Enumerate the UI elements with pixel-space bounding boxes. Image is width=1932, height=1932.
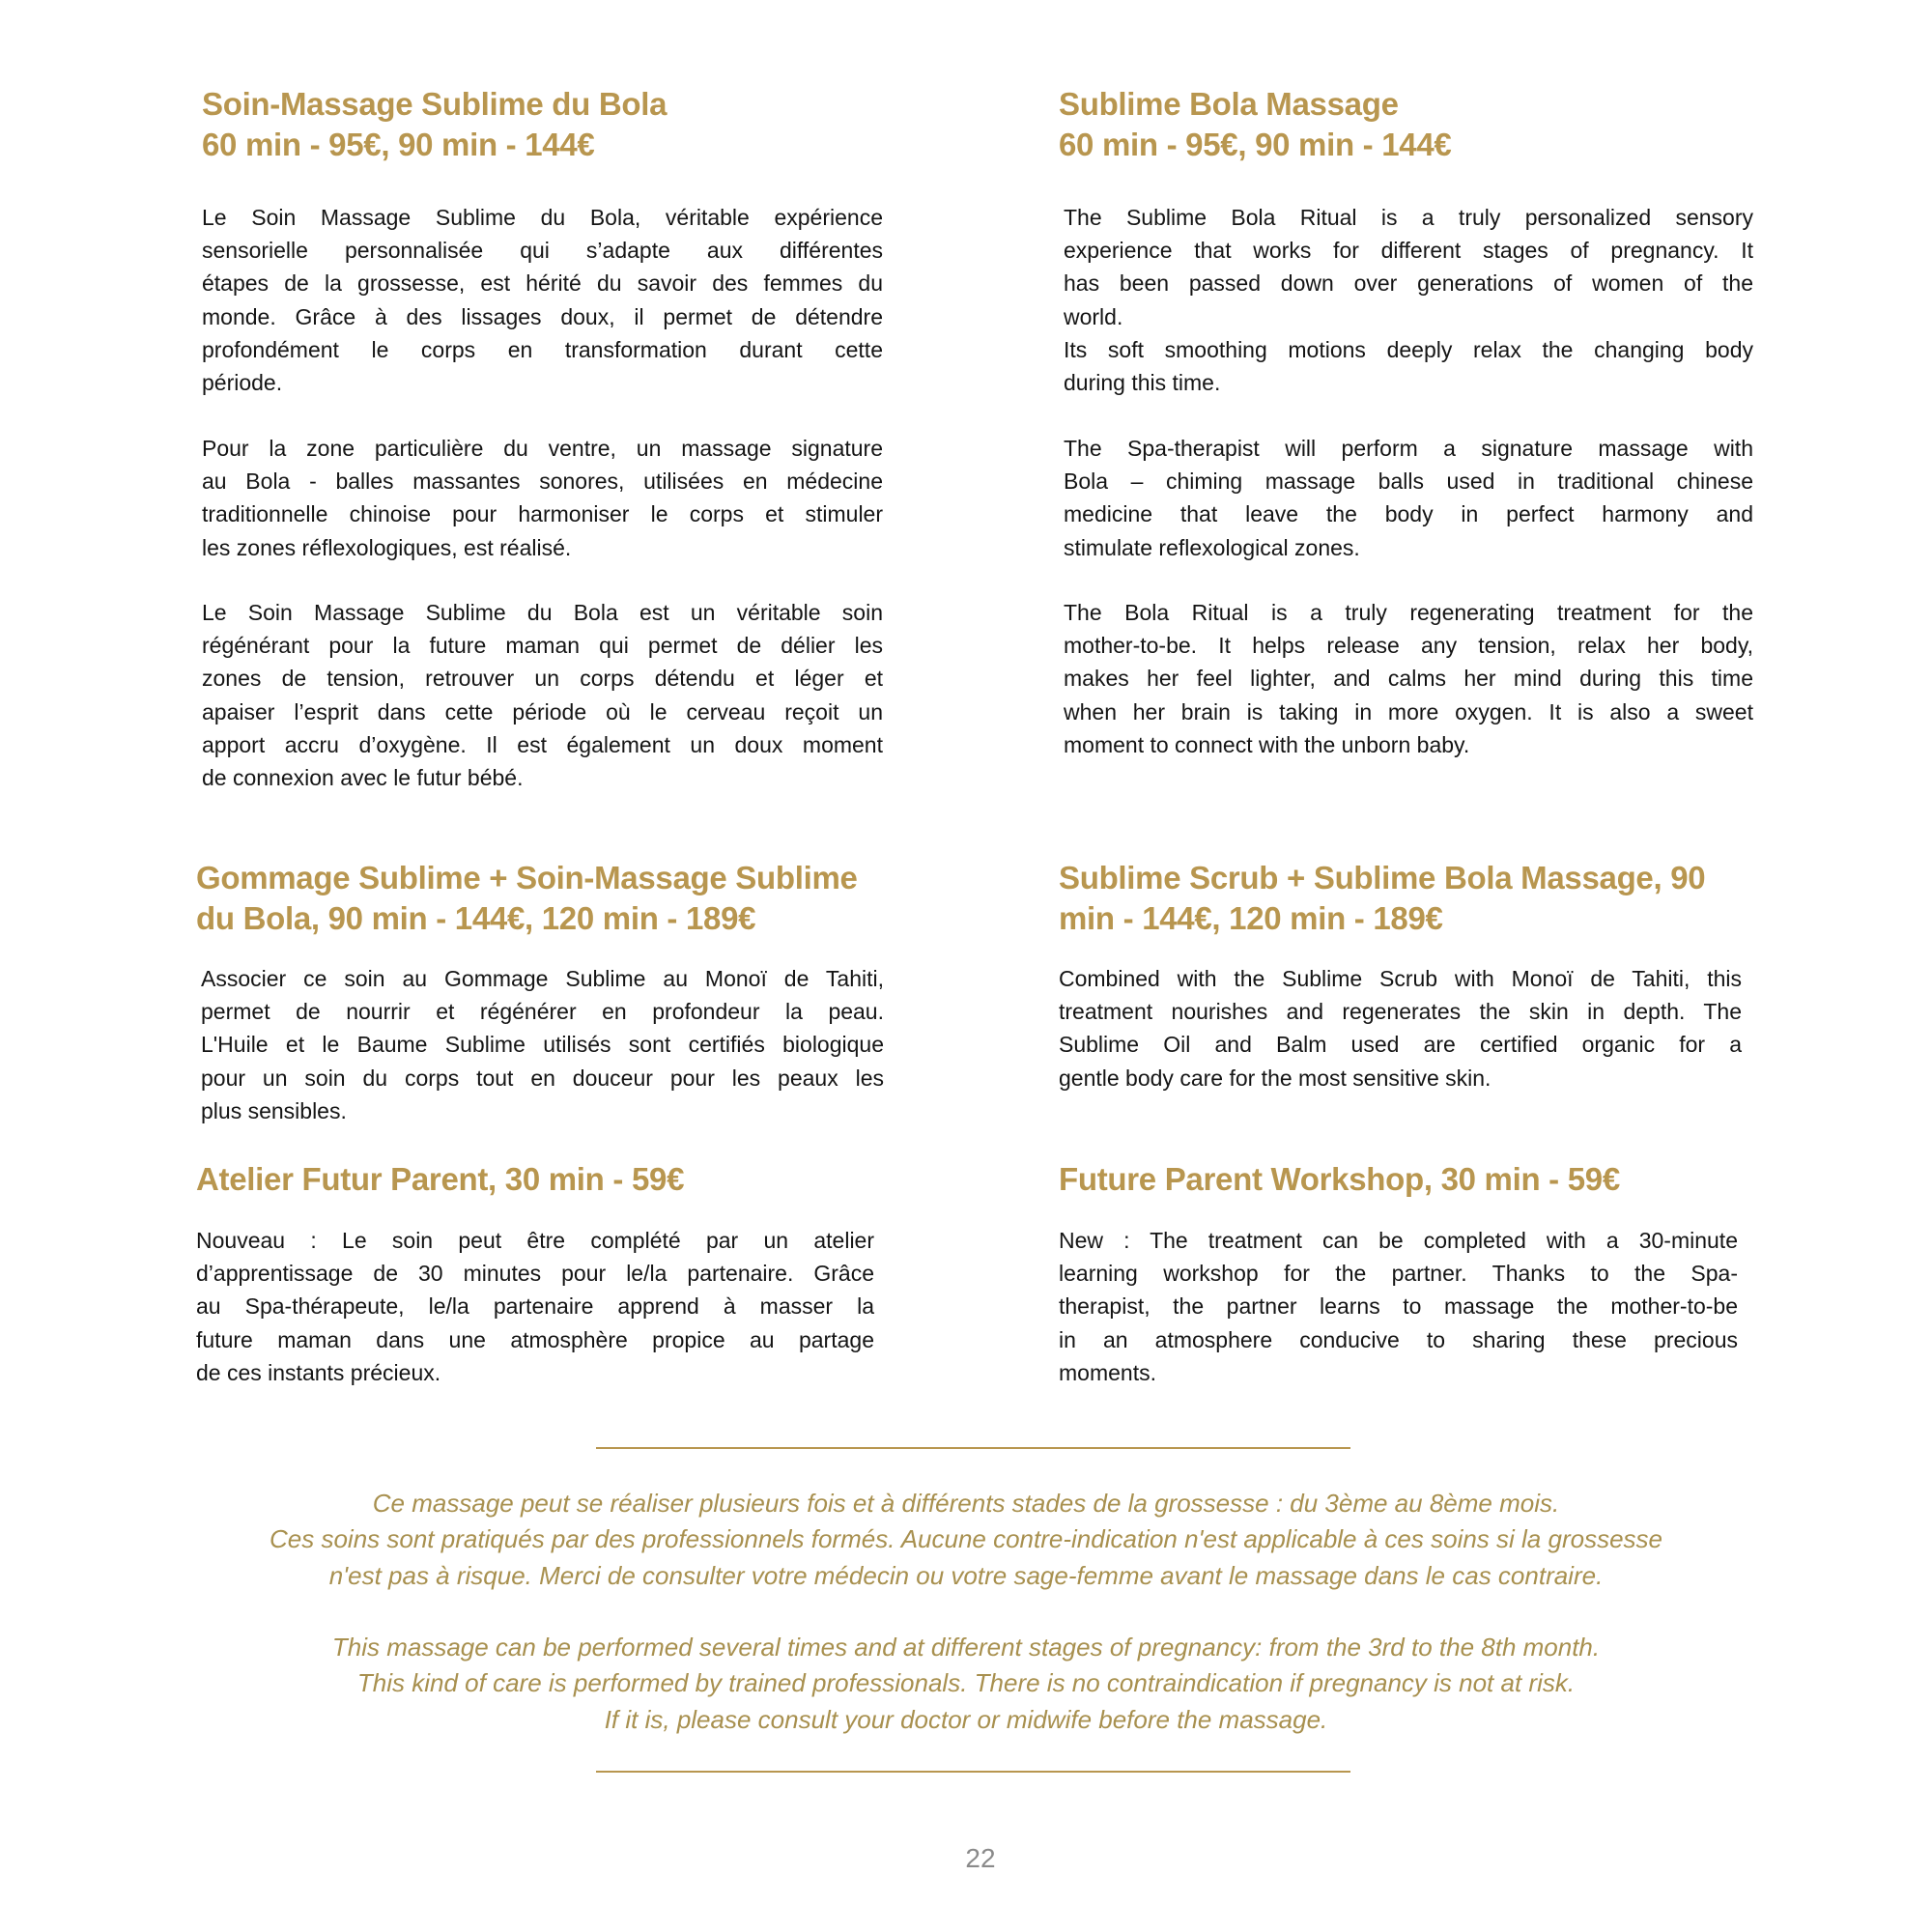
paragraph-line: learning workshop for the partner. Thanks to the Spa- xyxy=(1059,1261,1738,1287)
divider-bottom xyxy=(596,1771,1350,1773)
fr-workshop-title xyxy=(196,1159,684,1200)
paragraph-line: les zones réflexologiques, est réalisé. xyxy=(202,534,572,560)
paragraph-line: medicine that leave the body in perfect harmony and xyxy=(1064,501,1753,527)
note-line: Ces soins sont pratiqués par des professionnels formés. Aucune contre-indication n'est applicable à ces soins si la grossesse xyxy=(270,1524,1662,1554)
fr-scrub-title xyxy=(196,858,858,939)
paragraph-line: makes her feel lighter, and calms her mind during this time xyxy=(1064,666,1753,692)
paragraph-line: période. xyxy=(202,369,283,395)
paragraph-line: Le Soin Massage Sublime du Bola est un véritable soin xyxy=(202,600,883,625)
fr-bola-title xyxy=(202,84,667,165)
title-line: Future Parent Workshop, 30 min - 59€ xyxy=(1059,1161,1620,1197)
paragraph-line: The Sublime Bola Ritual is a truly personalized sensory xyxy=(1064,205,1753,230)
paragraph-line: zones de tension, retrouver un corps détendu et léger et xyxy=(202,666,883,692)
fr-bola-paragraph-3 xyxy=(202,596,883,794)
notes-fr xyxy=(0,1486,1932,1594)
paragraph-line: The Bola Ritual is a truly regenerating treatment for the xyxy=(1064,600,1753,625)
paragraph-line: au Spa-thérapeute, le/la partenaire apprend à masser la xyxy=(196,1293,874,1320)
note-line: This kind of care is performed by trained professionals. There is no contraindication if pregnancy is not at risk. xyxy=(356,1668,1576,1698)
paragraph-line: stimulate reflexological zones. xyxy=(1064,534,1360,560)
en-bola-paragraph-2 xyxy=(1064,432,1753,564)
divider-top xyxy=(596,1447,1350,1449)
paragraph-line: Bola – chiming massage balls used in traditional chinese xyxy=(1064,469,1753,495)
en-bola-paragraph-3 xyxy=(1064,596,1753,761)
paragraph-line: Sublime Oil and Balm used are certified organic for a xyxy=(1059,1032,1742,1058)
paragraph-line: de connexion avec le futur bébé. xyxy=(202,764,524,790)
paragraph-line: monde. Grâce à des lissages doux, il permet de détendre xyxy=(202,303,883,329)
title-line: Atelier Futur Parent, 30 min - 59€ xyxy=(196,1161,685,1197)
paragraph-line: sensorielle personnalisée qui s’adapte aux différentes xyxy=(202,238,883,264)
paragraph-line: when her brain is taking in more oxygen. It is also a sweet xyxy=(1064,698,1753,724)
paragraph-line: therapist, the partner learns to massage the mother-to-be xyxy=(1059,1293,1738,1320)
paragraph-line: étapes de la grossesse, est hérité du savoir des femmes du xyxy=(202,270,883,297)
en-scrub-paragraph xyxy=(1059,962,1742,1094)
note-line: n'est pas à risque. Merci de consulter votre médecin ou votre sage-femme avant le massage dans le cas contraire. xyxy=(328,1560,1604,1590)
title-line: du Bola, 90 min - 144€, 120 min - 189€ xyxy=(196,900,756,936)
fr-bola-paragraph-1 xyxy=(202,201,883,399)
paragraph-line: Its soft smoothing motions deeply relax the changing body xyxy=(1064,336,1753,362)
paragraph-line: gentle body care for the most sensitive skin. xyxy=(1059,1065,1492,1091)
title-line: Sublime Scrub + Sublime Bola Massage, 90 xyxy=(1059,860,1706,895)
page-number: 22 xyxy=(965,1843,996,1873)
paragraph-line: future maman dans une atmosphère propice au partage xyxy=(196,1326,874,1352)
paragraph-line: L'Huile et le Baume Sublime utilisés sont certifiés biologique xyxy=(201,1032,884,1058)
paragraph-line: experience that works for different stages of pregnancy. It xyxy=(1064,238,1753,264)
paragraph-line: traditionnelle chinoise pour harmoniser le corps et stimuler xyxy=(202,501,883,527)
paragraph-line: régénérant pour la future maman qui permet de délier les xyxy=(202,633,883,659)
en-bola-title xyxy=(1059,84,1451,165)
paragraph-line: during this time. xyxy=(1064,369,1221,395)
paragraph-line: Combined with the Sublime Scrub with Monoï de Tahiti, this xyxy=(1059,966,1742,991)
paragraph-line: moments. xyxy=(1059,1359,1156,1385)
paragraph-line: treatment nourishes and regenerates the skin in depth. The xyxy=(1059,999,1742,1025)
title-line: min - 144€, 120 min - 189€ xyxy=(1059,900,1443,936)
title-line: 60 min - 95€, 90 min - 144€ xyxy=(202,127,595,162)
paragraph-line: moment to connect with the unborn baby. xyxy=(1064,731,1470,757)
paragraph-line: apaiser l’esprit dans cette période où le cerveau reçoit un xyxy=(202,698,883,724)
fr-scrub-paragraph xyxy=(201,962,884,1127)
paragraph-line: has been passed down over generations of women of the xyxy=(1064,270,1753,297)
paragraph-line: in an atmosphere conducive to sharing these precious xyxy=(1059,1326,1738,1352)
paragraph-line: au Bola - balles massantes sonores, utilisées en médecine xyxy=(202,469,883,495)
paragraph-line: world. xyxy=(1064,303,1123,329)
en-scrub-title xyxy=(1059,858,1705,939)
paragraph-line: mother-to-be. It helps release any tension, relax her body, xyxy=(1064,633,1753,659)
paragraph-line: plus sensibles. xyxy=(201,1097,347,1123)
paragraph-line: d’apprentissage de 30 minutes pour le/la partenaire. Grâce xyxy=(196,1261,874,1287)
paragraph-line: Nouveau : Le soin peut être complété par un atelier xyxy=(196,1228,874,1253)
note-line: If it is, please consult your doctor or midwife before the massage. xyxy=(604,1704,1328,1734)
paragraph-line: apport accru d’oxygène. Il est également un doux moment xyxy=(202,731,883,757)
paragraph-line: profondément le corps en transformation durant cette xyxy=(202,336,883,362)
paragraph-line: Associer ce soin au Gommage Sublime au Monoï de Tahiti, xyxy=(201,966,884,991)
title-line: Sublime Bola Massage xyxy=(1059,86,1399,122)
paragraph-line: pour un soin du corps tout en douceur pour les peaux les xyxy=(201,1065,884,1091)
fr-bola-paragraph-2 xyxy=(202,432,883,564)
en-bola-paragraph-1 xyxy=(1064,201,1753,399)
title-line: 60 min - 95€, 90 min - 144€ xyxy=(1059,127,1452,162)
note-line: This massage can be performed several times and at different stages of pregnancy: from the 3rd to the 8th month. xyxy=(331,1633,1601,1662)
notes-en xyxy=(0,1630,1932,1738)
paragraph-line: Le Soin Massage Sublime du Bola, véritable expérience xyxy=(202,205,883,230)
en-workshop-paragraph xyxy=(1059,1224,1738,1389)
fr-workshop-paragraph xyxy=(196,1224,874,1389)
paragraph-line: permet de nourrir et régénérer en profondeur la peau. xyxy=(201,999,884,1025)
en-workshop-title xyxy=(1059,1159,1620,1200)
paragraph-line: Pour la zone particulière du ventre, un massage signature xyxy=(202,436,883,461)
title-line: Gommage Sublime + Soin-Massage Sublime xyxy=(196,860,858,895)
paragraph-line: The Spa-therapist will perform a signature massage with xyxy=(1064,436,1753,461)
paragraph-line: New : The treatment can be completed with a 30-minute xyxy=(1059,1228,1738,1253)
note-line: Ce massage peut se réaliser plusieurs fois et à différents stades de la grossesse : du 3ème au 8ème mois. xyxy=(372,1489,1560,1518)
paragraph-line: de ces instants précieux. xyxy=(196,1359,441,1385)
title-line: Soin-Massage Sublime du Bola xyxy=(202,86,668,122)
